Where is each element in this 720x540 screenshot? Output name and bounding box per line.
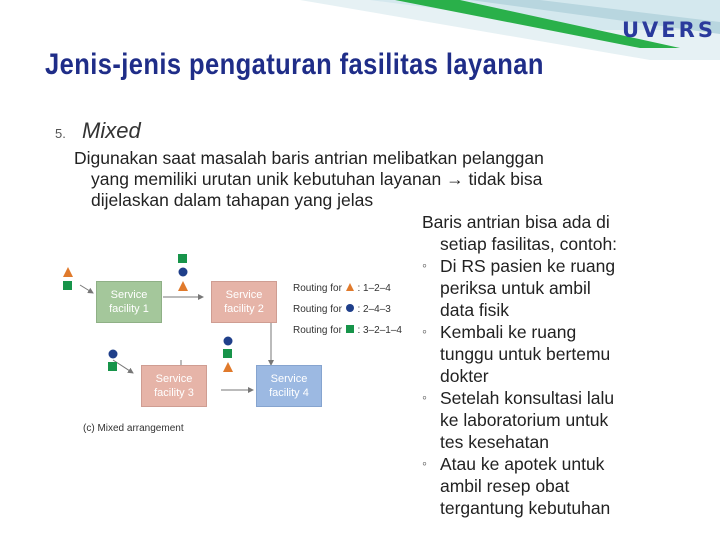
triangle-icon [345, 282, 355, 292]
bullet-icon: ◦ [422, 257, 427, 273]
service-facility-1 [96, 281, 162, 323]
routing-prefix: Routing for [293, 283, 342, 294]
list-item-line: dokter [440, 366, 489, 386]
intro-line: setiap fasilitas, contoh: [440, 234, 618, 254]
square-icon [177, 253, 189, 265]
circle-icon [107, 348, 119, 360]
routing-legend-square [293, 324, 402, 336]
page-title: Jenis-jenis pengaturan fasilitas layanan [45, 48, 544, 81]
square-icon [345, 324, 355, 334]
right-text-block [422, 211, 712, 519]
list-item-line: Di RS pasien ke ruang [440, 256, 616, 276]
facility-label: facility 1 [109, 303, 149, 315]
square-icon [62, 280, 74, 292]
bullet-icon: ◦ [422, 455, 427, 471]
circle-icon [177, 266, 189, 278]
list-item-line: ke laboratorium untuk [440, 410, 609, 430]
facility-label: Service [225, 289, 263, 301]
triangle-icon [222, 361, 234, 373]
logo: UVERS [622, 18, 716, 42]
list-item-line: Kembali ke ruang [440, 322, 577, 342]
list-item [422, 255, 712, 321]
circle-icon [345, 303, 355, 313]
list-item [422, 387, 712, 453]
paragraph-line: dijelaskan dalam tahapan yang jelas [91, 190, 374, 210]
routing-prefix: Routing for [293, 325, 342, 336]
routing-legend-triangle [293, 282, 391, 294]
section-number: 5. [55, 126, 66, 141]
list-item-line: Setelah konsultasi lalu [440, 388, 615, 408]
paragraph-line: Digunakan saat masalah baris antrian melibatkan pelanggan [74, 148, 544, 168]
routing-legend-circle [293, 303, 391, 315]
list-item-line: tunggu untuk bertemu [440, 344, 611, 364]
section-heading: Mixed [82, 118, 141, 143]
service-facility-3 [141, 365, 207, 407]
facility-label: Service [155, 373, 193, 385]
routing-sequence: : 3–2–1–4 [357, 325, 402, 336]
list-item [422, 321, 712, 387]
bullet-icon: ◦ [422, 389, 427, 405]
bullet-icon: ◦ [422, 323, 427, 339]
list-item-line: data fisik [440, 300, 510, 320]
intro-line: Baris antrian bisa ada di [422, 212, 610, 232]
service-facility-2 [211, 281, 277, 323]
list-item-line: tes kesehatan [440, 432, 549, 452]
circle-icon [222, 335, 234, 347]
list-item [422, 453, 712, 519]
square-icon [222, 348, 234, 360]
service-facility-4 [256, 365, 322, 407]
paragraph-line: yang memiliki urutan unik kebutuhan layanan → tidak bisa [91, 169, 543, 189]
section-paragraph [74, 148, 544, 211]
list-item-line: ambil resep obat [440, 476, 570, 496]
facility-label: facility 3 [154, 387, 194, 399]
list-item-line: periksa untuk ambil [440, 278, 591, 298]
routing-prefix: Routing for [293, 304, 342, 315]
facility-label: Service [270, 373, 308, 385]
routing-sequence: : 2–4–3 [357, 304, 391, 315]
facility-label: facility 4 [269, 387, 309, 399]
triangle-icon [177, 280, 189, 292]
facility-label: Service [110, 289, 148, 301]
diagram-caption: (c) Mixed arrangement [83, 423, 184, 434]
mixed-arrangement-diagram [53, 245, 422, 445]
list-item-line: tergantung kebutuhan [440, 498, 611, 518]
square-icon [107, 361, 119, 373]
triangle-icon [62, 266, 74, 278]
list-item-line: Atau ke apotek untuk [440, 454, 605, 474]
routing-sequence: : 1–2–4 [357, 283, 391, 294]
facility-label: facility 2 [224, 303, 264, 315]
diagram-arrows [53, 245, 422, 445]
